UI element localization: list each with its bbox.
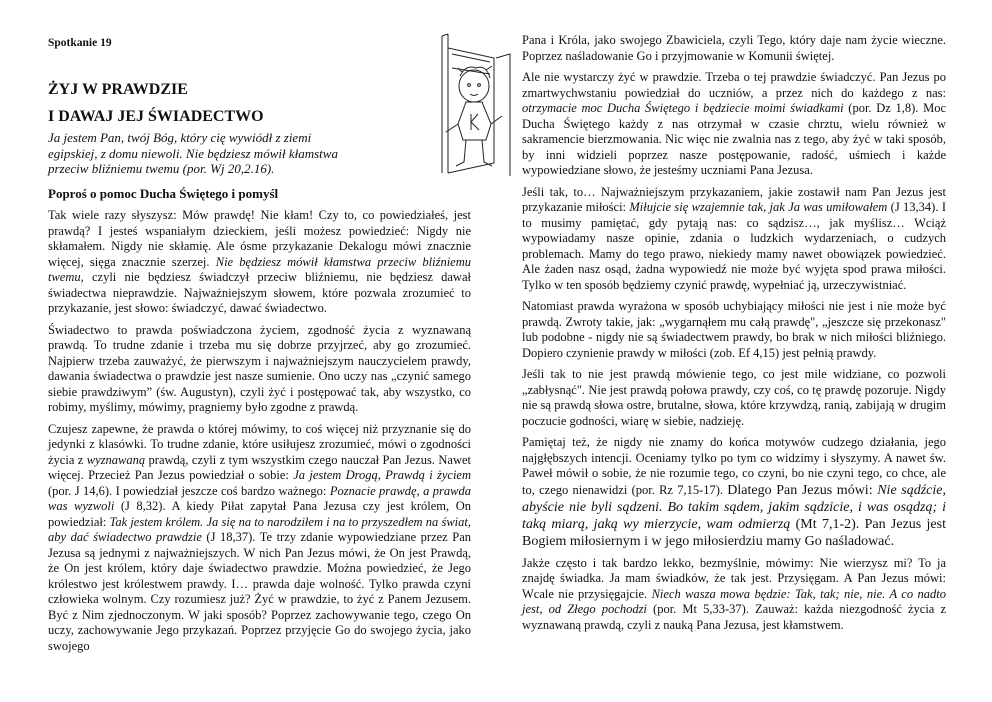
page-title [48,76,264,130]
paragraph: Czujesz zapewne, że prawda o której mówimy, to coś więcej niż przyznanie się do jedynki z klasówki. To trudne zdanie, które usiłujesz zrozumieć, mówi o zgodności życia z wyznawaną prawdą, czyli z tym wszystkim czego nauczał Pan Jezus. Nawet więcej. Przecież Pan Jezus powiedział o sobie: Ja jestem Drogą, Prawdą i życiem (por. J 14,6). I powiedział jeszcze coś bardzo ważnego: Poznacie prawdę, a prawda was wyzwoli (J 8,32). A kiedy Piłat zapytał Pana Jezusa czy jest królem, On powiedział: Tak jestem królem. Ja się na to narodziłem i na to przyszedłem na świat, aby dać świadectwo prawdzie (J 18,37). Te trzy zdanie wypowiedziane przez Pan Jezusa są jednymi z najważniejszych. W nich Pan Jezus mówi, że On jest Prawdą, że On jest królem, który daje świadectwo prawdzie. Można powiedzieć, że Jego królestwo jest królestwem prawdy. I… prawda daje wolność. Tylko prawda czyni człowieka wolnym. Czy rozumiesz już? Żyć w prawdzie, to żyć z Panem Jezusem. Być z Nim zjednoczonym. W jaki sposób? Poprzez zachowywanie tego, czego On uczy, zachowywanie Jego przykazań. Poprzez przyjęcie Go do swojego życia, jako swojego [48,421,472,653]
paragraph: Jeśli tak, to… Najważniejszym przykazaniem, jakie zostawił nam Pan Jezus jest przykazanie miłości: Miłujcie się wzajemnie tak, jak Ja was umiłowałem (J 13,34). I to musimy pamiętać, gdy pytają nas: co sądzisz…, jak myślisz… Wciąż wypowiadamy nasze opinie, zdania o ludzkich wydarzeniach, o cudzych problemach. Mamy do tego prawo, niekiedy mamy nawet obowiązek powiedzieć. Ale żaden nasz osąd, żadna wypowiedź nie może być wyjęta spod prawa miłości. Tylko w ten sposób będziemy czynić prawdę, wypełniać ją, urzeczywistniać. [522,184,946,292]
paragraph: Pana i Króla, jako swojego Zbawiciela, czyli Tego, który daje nam życie wieczne. Poprzez naśladowanie Go i przyjmowanie w Komunii świętej. [522,33,946,63]
section-heading: Poproś o pomoc Ducha Świętego i pomyśl [48,186,279,201]
meeting-number: Spotkanie 19 [48,37,112,49]
paragraph: Ale nie wystarczy żyć w prawdzie. Trzeba o tej prawdzie świadczyć. Pan Jezus po zmartwychwstaniu powiedział do uczniów, a przez nich do każdego z nas: otrzymacie moc Ducha Świętego i będziecie moimi świadkami (por. Dz 1,8). Moc Ducha Świętego każdy z nas otrzymał w czasie chrztu, wielu również w sakramencie bierzmowania. Nic więc nie zwalnia nas z tego, aby żyć w taki sposób, by inni widzieli poprzez nasze postępowanie, radość, uśmiech i każde wypowiedziane słowo, że jesteśmy uczniami Pana Jezusa. [522,70,946,177]
paragraph: Pamiętaj też, że nigdy nie znamy do końca motywów cudzego działania, jego najgłębszych intencji. Oceniamy tylko po tym co widzimy i słyszymy. A nawet św. Paweł mówił o sobie, że nie rozumie tego, co czyni, bo nie czyni tego, co chce, ale to, czego nienawidzi (por. Rz 7,15-17). Dlatego Pan Jezus mówi: Nie sądźcie, abyście nie byli sądzeni. Bo takim sądem, jakim sądzicie, i was osądzą; i taką miarą, jaką wy mierzycie, wam odmierzą (Mt 7,1-2). Pan Jezus jest Bogiem miłosiernym i w jego miłosierdziu mamy Go naśladować. [522,435,946,549]
paragraph: Natomiast prawda wyrażona w sposób uchybiający miłości nie jest i nie może być prawdą. Zwroty takie, jak: „wygarnąłem mu całą prawdę", „jeszcze się przekonasz" lub podobne - nigdy nie są świadectwem prawdy, bo brak w nich miłości bliźniego. Dopiero czynienie prawdy w miłości (zob. Ef 4,15) jest pełnią prawdy. [522,299,946,360]
motto-quote: Ja jestem Pan, twój Bóg, który cię wywiódł z ziemi egipskiej, z domu niewoli. Nie będziesz mówił kłamstwa przeciw bliźniemu twemu (por. Wj 20,2.16). [48,130,338,176]
right-body [522,33,946,639]
paragraph: Świadectwo to prawda poświadczona życiem, zgodność życia z wyznawaną prawdą. To trudne zdanie i trzeba mu się dobrze przyjrzeć, aby go zrozumieć. Najpierw trzeba zauważyć, że pierwszym i najważniejszym nauczycielem prawdy, dawania świadectwa o prawdzie jest nasze sumienie. Ono uczy nas „czynić samego siebie prawdziwym” (św. Augustyn), czyli żyć i postępować tak, aby wszystko, co robimy, myślimy, mówimy, pragniemy było zgodne z prawdą. [48,322,471,414]
paragraph: Tak wiele razy słyszysz: Mów prawdę! Nie kłam! Czy to, co powiedziałeś, jest prawdą? I jesteś wspaniałym dzieckiem, jeśli możesz powiedzieć: Nigdy nie skłamałem. Nigdy nie skłamię. Ale ósme przykazanie Dekalogu mówi znacznie więcej, sięga znacznie szerzej. Nie będziesz mówił kłamstwa przeciw bliźniemu twemu, czyli nie będziesz świadczył przeciw bliźniemu, nie będziesz dawał świadectwa nieprawdzie. Najważniejszym słowem, które pozwala zrozumieć to przykazanie, jest słowo: świadczyć, dawać świadectwo. [48,208,471,315]
title-line-1: ŻYJ W PRAWDZIE [48,81,188,98]
title-line-2: I DAWAJ JEJ ŚWIADECTWO [48,108,264,125]
paragraph: Jeśli tak to nie jest prawdą mówienie tego, co jest mile widziane, co pozwoli „zabłysnąć". Nie jest prawdą połowa prawdy, czy coś, co tę prawdę pozoruje. Nigdy nie są prawdą słowa ostre, brutalne, słowa, które krzywdzą, ranią, zabijają w drugim poczucie godności, wiarę w siebie, nadzieję. [522,367,946,428]
left-body [48,208,471,660]
child-drawing-illustration [436,28,518,178]
paragraph: Jakże często i tak bardzo lekko, bezmyślnie, mówimy: Nie wierzysz mi? To ja znajdę świadka. Ja mam świadków, że tak jest. Przysięgam. A Pan Jezus mówi: Wcale nie przysięgajcie. Niech wasza mowa będzie: Tak, tak; nie, nie. A co nadto jest, od Złego pochodzi (por. Mt 5,33-37). Zauważ: każda niezgodność życia z wyznawaną prawdą, czyli z nauką Pana Jezusa, jest kłamstwem. [522,555,947,632]
